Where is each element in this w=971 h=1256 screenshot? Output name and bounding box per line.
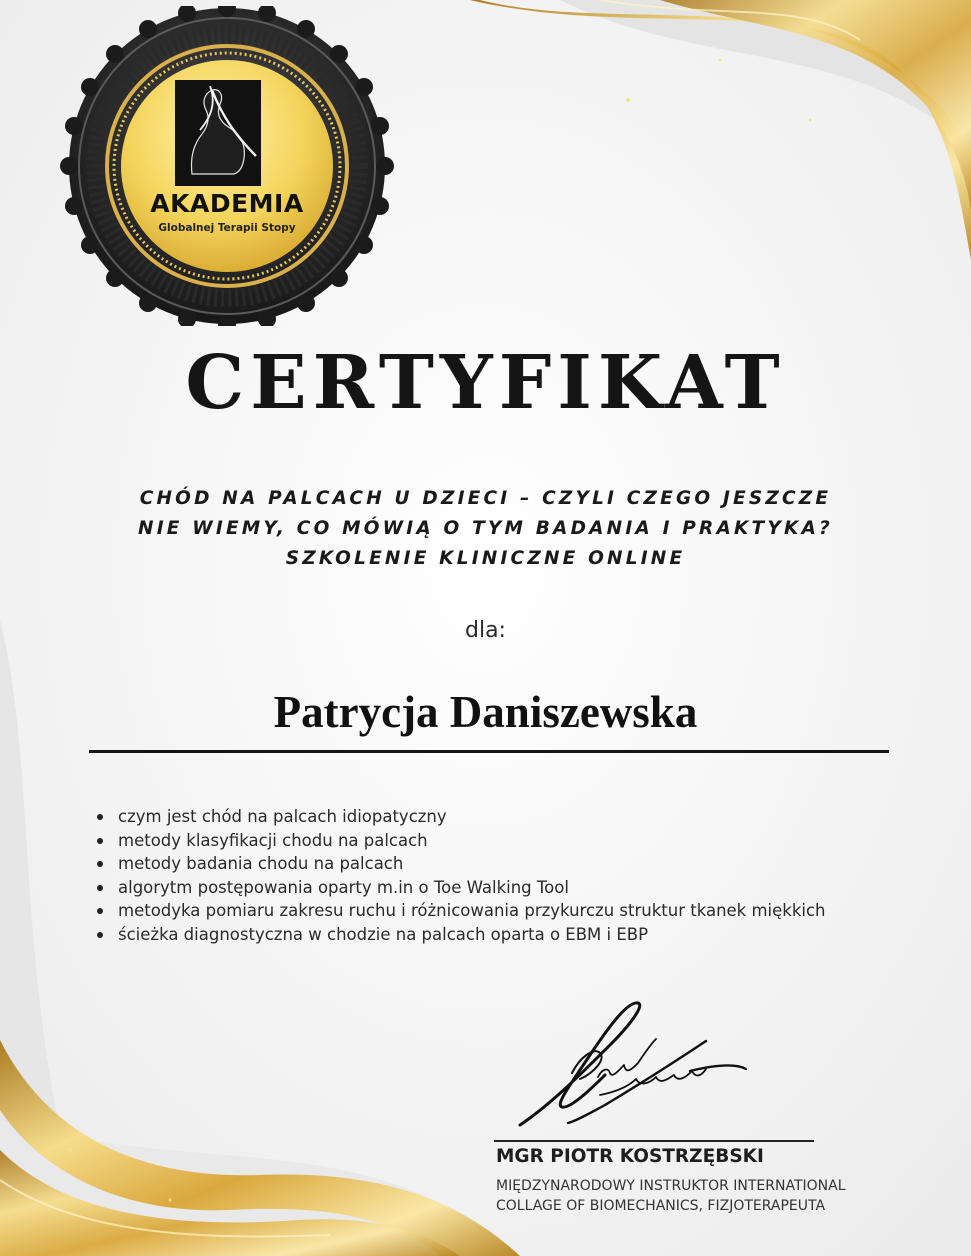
- signature-line: [494, 1140, 814, 1142]
- signer-name: MGR PIOTR KOSTRZĘBSKI: [496, 1146, 764, 1167]
- certificate-title: CERTYFIKAT: [185, 340, 786, 426]
- course-title-line: CHÓD NA PALCACH U DZIECI – CZYLI CZEGO JESZCZE: [139, 488, 832, 509]
- seal-subtitle: Globalnej Terapii Stopy: [158, 222, 296, 234]
- recipient-name: Patrycja Daniszewska: [273, 687, 698, 737]
- course-title: [40, 484, 931, 574]
- list-item: metody badania chodu na palcach: [88, 852, 878, 876]
- signer-role-line: COLLAGE OF BIOMECHANICS, FIZJOTERAPEUTA: [496, 1198, 826, 1214]
- for-label: dla:: [465, 618, 506, 643]
- signer-role: [496, 1176, 846, 1216]
- signer-role-line: MIĘDZYNARODOWY INSTRUKTOR INTERNATIONAL: [496, 1178, 846, 1194]
- course-title-line: NIE WIEMY, CO MÓWIĄ O TYM BADANIA I PRAKTYKA?: [138, 518, 833, 539]
- list-item: ścieżka diagnostyczna w chodzie na palcach oparta o EBM i EBP: [88, 923, 878, 947]
- list-item: czym jest chód na palcach idiopatyczny: [88, 805, 878, 829]
- topics-list: [88, 805, 878, 946]
- list-item: metodyka pomiaru zakresu ruchu i różnicowania przykurczu struktur tkanek miękkich: [88, 899, 878, 923]
- foot-icon: [175, 80, 261, 186]
- list-item: algorytm postępowania oparty m.in o Toe Walking Tool: [88, 876, 878, 900]
- seal-title: AKADEMIA: [150, 189, 304, 218]
- course-title-line: SZKOLENIE KLINICZNE ONLINE: [285, 548, 686, 569]
- name-underline: [89, 750, 889, 753]
- signature: [510, 995, 760, 1135]
- academy-seal: [44, 6, 410, 326]
- list-item: metody klasyfikacji chodu na palcach: [88, 829, 878, 853]
